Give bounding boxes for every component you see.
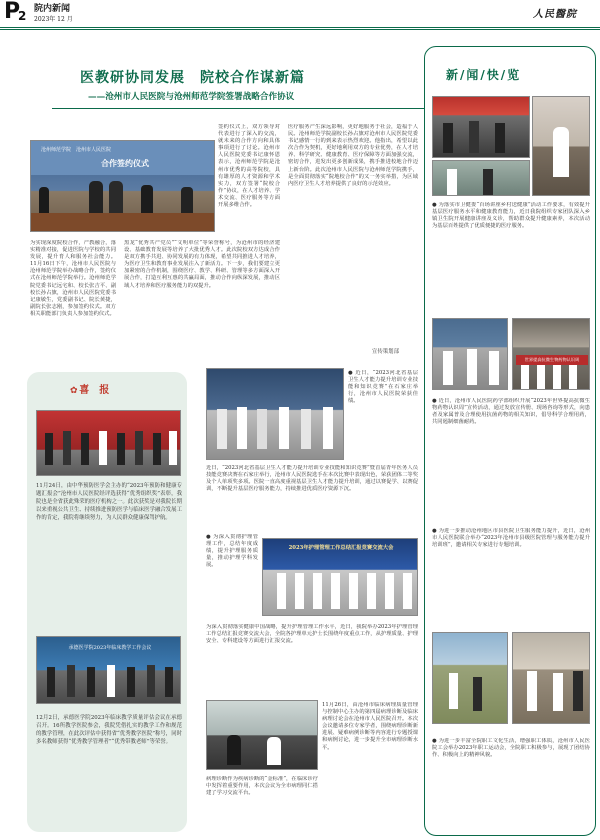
main-article-title: 医教研协同发展 院校合作谋新篇 <box>80 70 305 86</box>
news-bullet-icon: ● <box>348 370 354 376</box>
xibao-award-photo <box>36 410 181 476</box>
consultation-photo <box>432 160 530 196</box>
section-title: 院内新闻 <box>34 4 71 14</box>
main-article-col1: 为实现深度院校合作，产教融合，落实精准对接，促进医院与学校的共同发展，提升育人和服务社会能力。11月16日下午，沧州市人民医院与沧州师范学院举办战略合作，签约仪式在沧州师范学院举行。沧州师范学院党委书记远宅和、校长张吉平、副校长孙占旗，沧州市人民医院党委书记康敏生，党委副书记、院长黄捷，副院长张志刚，参加签约仪式。双方相关职能部门负责人参加签约仪式。 <box>30 240 116 317</box>
sports-photo-2 <box>512 632 590 724</box>
xibao-text-2: 12月2日，承德医学院2023年临床教学质量评估会议在承德召开。16所教学医院参会，我院凭借扎实的教学工作和规范的教学管理，在此次评估中获得省“优秀教学医院”称号，同时多名教师获得“优秀教学管理者”“优秀带教老师”等荣誉。 <box>36 715 182 746</box>
main-article-col3: 黑龙“优秀共产党员”“文明单位”等荣誉称号，为沧州市的经济建设、基础教育发展等培养了大批优秀人才。此次院校双方达成合作是双方携手共进、协同发展的有力体现，希望共同推进人才培养，为医疗卫生和教育事业发展注入了新活力。下一步，我们要建立更加紧密的合作机制，围绕医疗、教学、科研、管理等多方面深入开展合作，打造互利互惠的共赢局面，推动合作向纵深发展，推动区域人才培养和医疗服务能力的双提升。 <box>124 240 280 289</box>
pharmacy-photo-1 <box>432 318 508 390</box>
page-number: 2 <box>18 9 27 23</box>
pharmacy-photo-2 <box>512 318 590 390</box>
sidebar-text-2: ● 近日，沧州市人民医院药学部组织开展“2023年世界提高抗微生物药物认识周”宣传活动，通过发放宣传册、现场咨询等形式，向患者及家属普及合理使用抗菌药物的相关知识，倡导科学合理用药，共同遏制细菌耐药。 <box>432 398 590 426</box>
pharmacy-banner: 世界提高抗微生物药物认识周 <box>516 355 588 365</box>
main-article-subtitle: ——沧州市人民医院与沧州师范学院签署战略合作协议 <box>88 92 295 102</box>
teaching-photo-banner: 承德医学院2023年临床教学工作会议 <box>68 645 152 651</box>
header-rule <box>0 27 600 28</box>
mid-news-text-3: 11月26日，由沧州市临床病理质量管理与控制中心主办的第四届病理诊断及临床病理讨论会在沧州市人民医院召开。本次会议邀请多位专家学者，围绕病理诊断新进展、疑难病例诊断等内容进行专题授课和病例讨论，进一步提升全市病理诊断水平。 <box>322 702 418 751</box>
news-bullet-icon: ● <box>432 528 437 534</box>
xibao-heading: ✿ 喜 报 <box>70 385 110 396</box>
photo-backdrop-banner: 合作签约仪式 <box>101 158 149 168</box>
mid-news-text-3b: 病理诊断作为疾病诊断的“金标准”，在临床诊疗中发挥着重要作用，本次会议为全市病理同仁搭建了学习交流平台。 <box>206 776 318 797</box>
news-bullet-icon: ● <box>206 534 211 540</box>
sidebar-text-4: ● 为进一步丰富全院职工文化生活，增强职工体质，沧州市人民医院工会举办2023年职工运动会，全院职工积极参与，展现了团结协作、积极向上的精神风貌。 <box>432 738 590 759</box>
news-bullet-icon: ● <box>432 738 437 744</box>
sidebar-heading: 新/闻/快/览 <box>446 68 522 82</box>
signing-ceremony-photo <box>30 140 215 232</box>
mid-news-text-2: 为深入贯彻落实健康中国战略，提升护理管理工作水平，近日，我院举办2023年护理管理工作总结汇报竞赛交流大会，全院各护理单元护士长围绕年度重点工作，从护理质量、护理安全、专科建设等方面进行汇报交流。 <box>206 624 418 645</box>
main-article-col4: 医疗服务产生深远影响，更好地服务于社会，造福于人民。沧州师范学院副校长孙占旗对沧州市人民医院党委书记感情一行的到来表示热烈欢迎。他指出，希望以此次合作为契机，更好地利用双方的专业优势，在人才培养、科学研究、健康教育、医疗保障等方面加强交流，密切合作，进发出更多创新成果，携手推进校地合作迈上新台阶。此次沧州市人民医院与沧州师范学院携手，是全面贯彻落实“院地校合作”的又一务实举措，为区域内医疗卫生人才培养提供了良好的示范效应。 <box>288 124 418 187</box>
sidebar-text-3: ● 为进一步推动沧州地区市县医院卫生服务能力提升，近日，沧州市人民医院联合举办“2023年沧州市县级医院管理与服务能力提升培训班”，邀请相关专家进行专题培训。 <box>432 528 590 549</box>
lecture-photo <box>432 96 530 158</box>
flower-icon: ✿ <box>70 386 78 396</box>
xibao-text-1: 11月24日，由中华预防医学会主办的“2023年预防和健康专题汇报会”沧州市人民医院经评选获得“优秀组织奖”表彰，我院也是全省获此殊荣的医疗机构之一。此次获奖是对我院长期以来重视公共卫生、持续推进预防医学与临床医学融合发展工作的肯定，我院将继续努力，为人民群众健康保驾护航。 <box>36 483 182 522</box>
competition-photo <box>206 368 344 460</box>
mid-news-text-1b: ● 近日，“2023河北省基层卫生人才能力提升培训专业技能和知识竞赛”在石家庄举行，沧州市人民医院荣获佳绩。 <box>348 370 418 405</box>
main-article-col2: 签约仪式上，双方领导对代表进行了深入的交流，就未来的合作方向和具体事项进行了讨论。沧州市人民医院党委书记康怀恩表示，沧州师范学院是沧州市优秀的高等院校，具有雄厚的人才资源和学术实力，双方签署“院校合作”协议，在人才培养、学术交流、医疗服务等方面开展多维合作。 <box>218 124 280 209</box>
news-bullet-icon: ● <box>432 202 437 208</box>
mid-news-text-2a: ● 为深入贯彻护理管理工作，总结年度成绩，提升护理服务质量，推动护理学科发展。 <box>206 534 258 569</box>
main-article-byline: 宣传策划部 <box>372 349 399 355</box>
clinic-photo <box>532 96 590 196</box>
nursing-contest-photo <box>262 538 418 616</box>
mid-news-text-1: 近日，“2023河北省基层卫生人才能力提升培训专业技能和知识竞赛”暨首届青年医务人员技能竞赛决赛在石家庄举行，沧州市人民医院选手在本次比赛中表现出色，荣获团体二等奖及个人单项奖多项。医院一直高度重视基层卫生人才能力提升培训，通过以赛促学、以赛促训，不断提升基层医疗服务能力，持续推进优质医疗资源下沉。 <box>206 465 418 493</box>
sports-photo-1 <box>432 632 508 724</box>
pathology-meeting-photo <box>206 700 318 770</box>
page-letter: P <box>4 0 21 24</box>
nursing-photo-banner: 2023年护理管理工作总结汇报竞赛交流大会 <box>288 545 394 551</box>
issue-date: 2023年 12 月 <box>34 16 73 23</box>
xibao-teaching-photo <box>36 636 181 704</box>
photo-backdrop-sign: 沧州师范学院 沧州市人民医院 <box>41 147 112 153</box>
sidebar-text-1: ● 为落实市卫健委“百场讲座乡村送健康”活动工作要求，有效提升基层医疗服务水平和健康教育能力，近日我院组织专家团队深入乡镇卫生院开展健康讲座及义诊，帮助群众提升健康素养，本次活动为基层百姓提供了优质便捷的医疗服务。 <box>432 202 590 230</box>
news-bullet-icon: ● <box>432 398 437 404</box>
masthead-logo: 人民醫院 <box>533 9 577 20</box>
